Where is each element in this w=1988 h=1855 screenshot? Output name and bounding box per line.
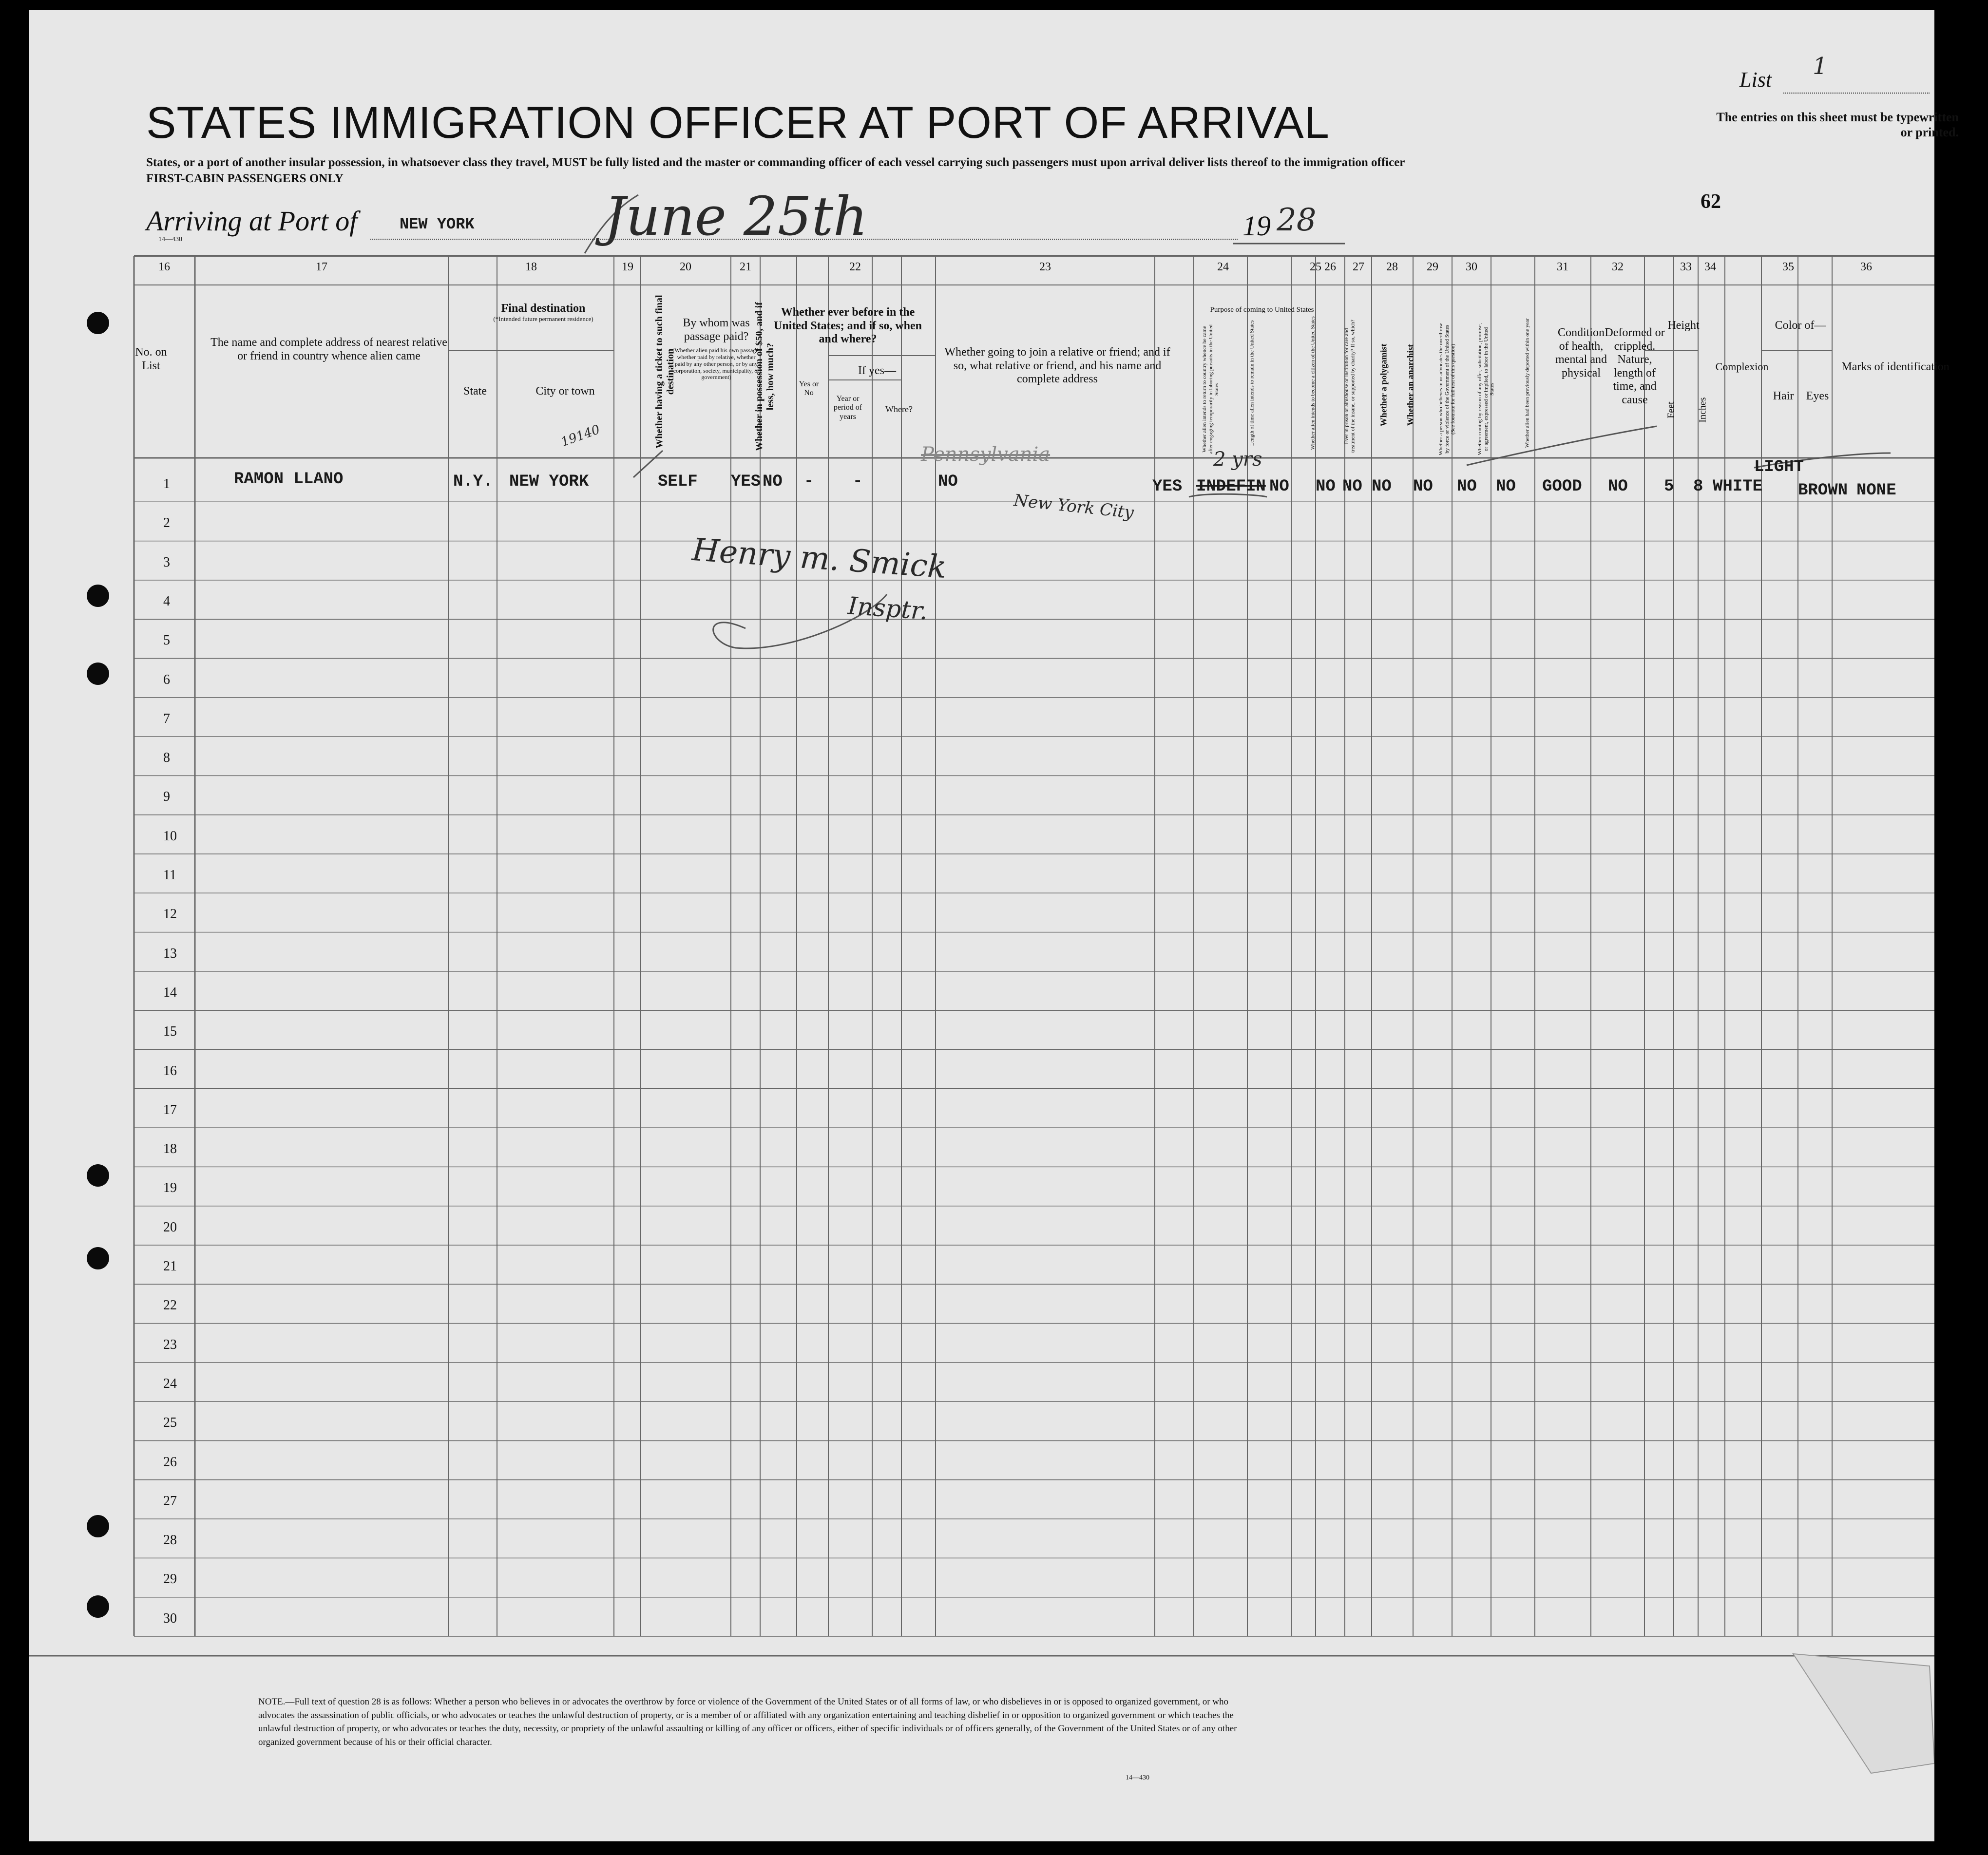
has-50-dollars: YES [731,473,761,491]
column-number: 16 [158,261,170,273]
row-number: 17 [163,1102,177,1117]
column-number: 25 [1310,261,1321,273]
anarchist-answer: NO [1372,477,1392,496]
row-number: 20 [163,1219,177,1235]
row-number: 14 [163,984,177,1000]
column-number: 17 [316,261,327,273]
punch-hole [87,1515,109,1537]
labor-offer-answer: NO [1457,477,1477,496]
row-number: 30 [163,1610,177,1626]
year-prefix: 19 [1242,210,1271,242]
column-number: 36 [1860,261,1872,273]
column-number: 18 [525,261,537,273]
column-number: 27 [1353,261,1364,273]
health-condition: GOOD [1542,477,1582,496]
col26-header: Whether a polygamist [1378,343,1389,427]
col18-city: City or town [535,385,595,398]
dest-state: N.Y. [453,473,493,491]
row-number: 23 [163,1337,177,1352]
row-number: 28 [163,1533,177,1548]
prison-answer: NO [1316,477,1336,496]
hair-color-brown: BROWN [1798,481,1848,500]
col22-ifyes: If yes— [858,364,896,377]
row-number: 7 [163,711,170,726]
col25-header: Ever in prison or almshouse or institution for care and treatment of the insane, or supported by charity? If so, which? [1343,320,1356,453]
col19-header: Whether having a ticket to such final destination [654,295,676,449]
column-number: 23 [1039,261,1051,273]
manifest-sheet [29,10,1959,1841]
row-number: 16 [163,1063,177,1079]
column-number: 24 [1217,261,1229,273]
page-title: STATES IMMIGRATION OFFICER AT PORT OF ARRIVAL [146,98,1330,148]
footnote: NOTE.—Full text of question 28 is as follows: Whether a person who believes in or advocates the overthrow by force or violence of the Government of the United States or of all forms of law, or who disbelieves in or is opposed to organized government, or who advocates the assassination of public officials, or who advocates or teaches the unlawful destruction of property, or is a member of or affiliated with any organization entertaining and teaching disbelief in or opposition to organized government or which teaches the unlawful destruction of property, or who advocates or teaches the duty, necessity, or propriety of the unlawful assaulting or killing of any officer or officers, either of specific individuals or of officers generally, of the Government of the United States or of any other organized government because of his or their official character. [258,1697,1237,1747]
col33-feet: Feet [1665,401,1677,418]
col35-header: Color of— [1775,319,1826,332]
col34-header: Complexion [1715,360,1769,373]
row-number: 6 [163,672,170,687]
col32-header: Deformed or crippled. Nature, length of time, and cause [1605,326,1665,406]
identification-marks: NONE [1856,481,1896,500]
row-number: 10 [163,828,177,844]
row-number: 1 [163,476,170,492]
inspector-title: Insptr. [847,591,929,625]
stay-correction: 2 yrs [1213,448,1262,471]
punch-hole [87,585,109,607]
margin-code: 19140 [559,422,602,450]
column-number: 35 [1782,261,1794,273]
arrival-date: June 25th [604,185,868,247]
col18-state: State [463,385,487,398]
col24-return: Whether alien intends to return to country whence he came after engaging temporarily in laboring pursuits in the United States [1202,324,1220,454]
column-number: 20 [680,261,691,273]
deported-answer: NO [1496,477,1516,496]
row-number: 27 [163,1493,177,1509]
col36-header: Marks of identification [1841,360,1950,373]
col22-where: Where? [885,404,913,414]
height-inches: 8 [1693,477,1703,496]
folded-corner [1793,1654,1934,1773]
column-number: 31 [1557,261,1568,273]
punch-hole [87,1164,109,1187]
port-name: NEW YORK [400,215,475,233]
height-feet: 5 [1664,477,1674,496]
list-number: 1 [1813,53,1828,80]
year-suffix: 28 [1277,202,1317,238]
row-number: 19 [163,1180,177,1196]
column-number: 22 [849,261,861,273]
deformed-answer: NO [1608,477,1628,496]
col18-header [451,302,636,323]
col30-header: Whether alien had been previously deported within one year [1524,318,1530,448]
return-intent: YES [1152,477,1183,496]
column-number: 32 [1612,261,1624,273]
col22-year: Year or period of years [833,395,862,421]
row-number: 26 [163,1454,177,1470]
col18-subtitle: (*Intended future permanent residence) [493,315,593,322]
citizen-intent: NO [1269,477,1289,496]
col35-hair: Hair [1773,390,1794,402]
column-number: 30 [1466,261,1477,273]
col24-header: Purpose of coming to United States [1210,306,1314,314]
col33-inches: Inches [1697,397,1708,423]
col29-header: Whether coming by reason of any offer, solicitation, promise, or agreement, expressed or implied, to labor in the United States [1477,323,1495,455]
before-in-us: NO [763,473,783,491]
form-grid [29,10,1934,1841]
col22-yesno: Yes or No [799,380,819,398]
column-number: 34 [1704,261,1716,273]
column-number: 29 [1427,261,1438,273]
row-number: 29 [163,1571,177,1587]
row-number: 15 [163,1024,177,1040]
col21-header: Whether in possession of $50, and if less, how much? [754,302,776,451]
form-code-bottom: 14—430 [1126,1774,1149,1781]
col20-title: By whom was passage paid? [683,317,750,343]
year-period: - [804,473,814,491]
col24-citizen: Whether alien intends to become a citizen of the United States [1310,316,1316,450]
row-number: 24 [163,1376,177,1391]
col23-header: Whether going to join a relative or friend; and if so, what relative or friend, and his name and complete address [944,346,1170,386]
punch-hole [87,1595,109,1618]
col20-header [672,317,760,381]
punch-hole [87,1247,109,1269]
col28-header: Whether a person who believes in or advocates the overthrow by force or violence of the Government of the United States (See footnote for full text of this question) [1438,323,1456,455]
arriving-label: Arriving at Port of [146,205,358,237]
row-number: 25 [163,1415,177,1431]
column-number: 21 [740,261,751,273]
row-number: 18 [163,1141,177,1157]
row-number: 2 [163,515,170,531]
where-previously: - [853,473,863,491]
col33-header: Height [1667,319,1700,332]
punch-hole [87,312,109,334]
row-number: 11 [163,868,176,883]
length-of-stay: INDEFIN [1196,477,1266,496]
col27-header: Whether an anarchist [1405,344,1415,426]
row-number: 8 [163,750,170,766]
row-number: 22 [163,1298,177,1313]
joining-relative: NO [938,473,958,491]
inspector-signature: Henry m. Smick [691,531,948,586]
row-number: 5 [163,633,170,648]
hair-color-light: LIGHT [1754,458,1804,476]
col31-header: Condition of health, mental and physical [1555,326,1607,379]
column-number: 28 [1386,261,1398,273]
form-code-top: 14—430 [158,236,182,243]
punch-hole [87,662,109,685]
list-number-underline [1783,93,1930,94]
col16-header: No. on List [135,346,167,372]
row-number: 13 [163,946,177,961]
overthrow-answer: NO [1413,477,1433,496]
col24-length: Length of time alien intends to remain in the United States [1249,320,1255,446]
dest-city: NEW YORK [509,473,589,491]
row-number: 4 [163,593,170,609]
list-label: List [1740,68,1772,92]
row-number: 12 [163,907,177,922]
class-line: FIRST-CABIN PASSENGERS ONLY [146,172,344,185]
col22-header: Whether ever before in the United States; and if so, when and where? [773,306,922,346]
row-number: 9 [163,789,170,805]
column-number: 26 [1324,261,1336,273]
row-number: 21 [163,1259,177,1274]
joining-note: New York City [1013,491,1135,523]
typing-instructions: The entries on this sheet must be typewritten or printed. [1716,110,1959,140]
subtitle: States, or a port of another insular possession, in whatsoever class they travel, MUST be fully listed and the master or commanding officer of each vessel carrying such passengers must upon arrival deliver lists thereof to the immigration officer [146,156,1405,169]
column-number: 33 [1680,261,1692,273]
col18-title: Final destination [501,302,586,315]
date-line [370,239,1238,240]
polygamist-answer: NO [1342,477,1362,496]
struck-annotation: Pennsylvania [921,443,1051,466]
passage-paid-by: SELF [658,473,698,491]
column-number: 19 [622,261,633,273]
relative-name: RAMON LLANO [234,470,344,489]
col20-note: (Whether alien paid his own passage, whether paid by relative, whether paid by any other person, or by any corporation, society, municipality, or government) [672,347,760,381]
page-number: 62 [1701,190,1721,213]
col35-eyes: Eyes [1806,390,1829,402]
row-number: 3 [163,554,170,570]
complexion: WHITE [1713,477,1763,496]
col17-header: The name and complete address of nearest relative or friend in country whence alien came [210,336,447,362]
